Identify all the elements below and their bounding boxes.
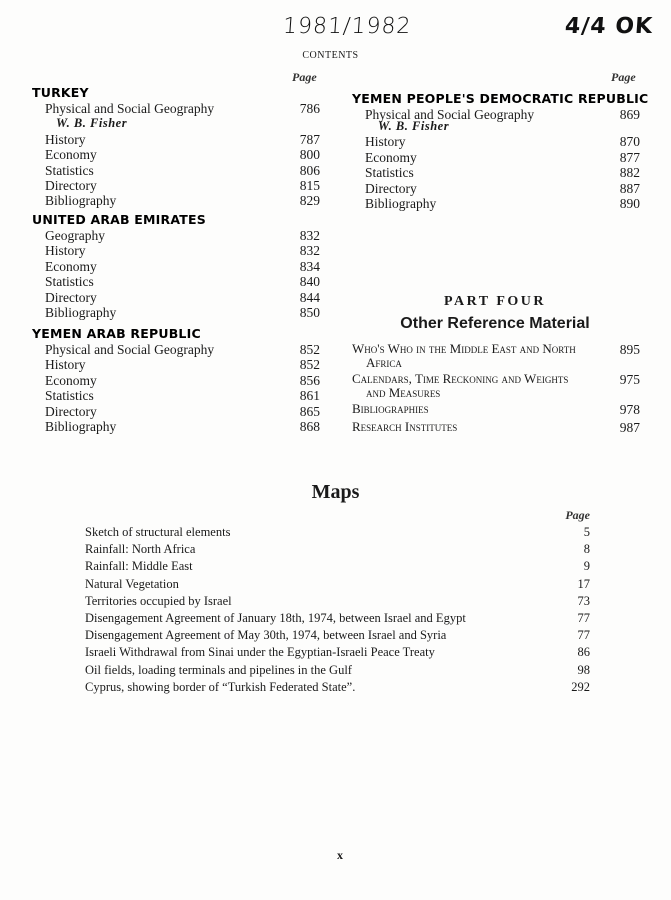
entry-label: Physical and Social Geography — [365, 107, 535, 122]
map-entry-label: Disengagement Agreement of May 30th, 1974, between Israel and Syria — [85, 628, 447, 643]
entry-label: Statistics — [365, 165, 414, 181]
maps-page-label: Page — [565, 508, 590, 522]
map-entry-page: 292 — [571, 679, 590, 694]
right-page-label: Page — [611, 70, 636, 84]
entry-label: History — [45, 131, 86, 147]
entry-label: History — [365, 134, 406, 150]
handwritten-note: 4/4 OK — [564, 14, 654, 39]
part-entry-label: Research Institutes — [352, 419, 458, 434]
maps-title: Maps — [311, 481, 360, 503]
entry-page: 882 — [619, 165, 640, 181]
map-entry-label: Territories occupied by Israel — [85, 593, 232, 608]
entry-label: Bibliography — [45, 193, 117, 209]
entry-label: Directory — [45, 403, 97, 419]
entry-label: Bibliography — [45, 305, 117, 320]
entry-label: Physical and Social Geography — [45, 342, 215, 357]
entry-label: Statistics — [45, 388, 94, 404]
part-entry-page: 975 — [619, 372, 640, 387]
entry-label: Economy — [45, 372, 97, 388]
entry-page: 861 — [299, 388, 320, 404]
entry-label: Economy — [45, 258, 97, 274]
entry-page: 852 — [299, 357, 320, 373]
entry-label: History — [45, 357, 86, 373]
handwritten-years: 1981/1982 — [282, 14, 413, 39]
map-entry-page: 98 — [577, 662, 590, 677]
map-entry-label: Israeli Withdrawal from Sinai under the Egyptian-Israeli Peace Treaty — [85, 645, 435, 660]
section-title: YEMEN PEOPLE'S DEMOCRATIC REPUBLIC — [352, 91, 649, 106]
part-entry-page: 987 — [619, 420, 640, 435]
part-entry-label: Calendars, Time Reckoning and Weights — [352, 371, 569, 386]
entry-page: 806 — [299, 162, 320, 178]
entry-page: 890 — [619, 196, 640, 211]
contents-heading: CONTENTS — [302, 50, 359, 61]
entry-label: History — [45, 243, 86, 259]
entry-label: Economy — [365, 149, 417, 165]
entry-page: 850 — [299, 305, 320, 320]
entry-page: 840 — [299, 274, 320, 290]
entry-label: Statistics — [45, 162, 94, 178]
map-entry-label: Natural Vegetation — [85, 576, 179, 591]
entry-page: 870 — [619, 134, 640, 150]
entry-page: 832 — [299, 228, 320, 243]
entry-page: 815 — [299, 178, 320, 193]
entry-label: Economy — [45, 147, 97, 163]
entry-author: W. B. Fisher — [378, 119, 450, 134]
entry-page: 865 — [299, 403, 320, 419]
map-entry-page: 73 — [577, 593, 590, 608]
entry-page: 834 — [299, 258, 320, 274]
entry-label: Physical and Social Geography — [45, 101, 215, 116]
entry-label: Directory — [45, 289, 97, 305]
map-entry-label: Oil fields, loading terminals and pipelines in the Gulf — [85, 662, 352, 677]
entry-page: 868 — [299, 419, 320, 434]
map-entry-page: 9 — [583, 559, 590, 574]
section-title: TURKEY — [32, 85, 89, 100]
entry-page: 852 — [299, 342, 320, 357]
map-entry-label: Disengagement Agreement of January 18th, 1974, between Israel and Egypt — [85, 611, 466, 625]
entry-page: 856 — [299, 372, 320, 388]
part-entry-label: Who's Who in the Middle East and North — [352, 341, 576, 356]
map-entry-label: Rainfall: North Africa — [85, 542, 196, 557]
entry-page: 869 — [619, 107, 640, 122]
entry-page: 877 — [619, 149, 640, 165]
map-entry-page: 86 — [577, 645, 590, 660]
entry-page: 800 — [299, 147, 320, 163]
map-entry-label: Sketch of structural elements — [85, 525, 231, 539]
map-entry-page: 8 — [583, 542, 590, 557]
entry-page: 844 — [299, 289, 320, 305]
map-entry-label: Rainfall: Middle East — [85, 559, 193, 574]
entry-label: Bibliography — [45, 419, 117, 434]
part-entry-page: 978 — [619, 402, 640, 417]
entry-label: Bibliography — [365, 196, 437, 211]
entry-page: 829 — [299, 193, 320, 209]
map-entry-page: 5 — [583, 525, 590, 539]
entry-page: 787 — [299, 131, 320, 147]
part-entry-label: Bibliographies — [352, 401, 429, 416]
section-title: YEMEN ARAB REPUBLIC — [32, 326, 201, 341]
page-number: x — [337, 848, 343, 862]
entry-page: 887 — [619, 180, 640, 196]
entry-page: 786 — [299, 101, 320, 116]
map-entry-page: 77 — [577, 611, 590, 625]
part-entry-label-cont: and Measures — [366, 385, 441, 400]
entry-label: Geography — [45, 228, 105, 243]
map-entry-page: 17 — [577, 576, 590, 591]
entry-label: Statistics — [45, 274, 94, 290]
entry-label: Directory — [365, 180, 417, 196]
entry-author: W. B. Fisher — [56, 115, 128, 130]
part-entry-label-cont: Africa — [366, 355, 402, 370]
part-entry-page: 895 — [619, 342, 640, 357]
part-title: Other Reference Material — [400, 315, 590, 332]
left-page-label: Page — [292, 70, 317, 84]
section-title: UNITED ARAB EMIRATES — [32, 212, 206, 227]
entry-label: Directory — [45, 178, 97, 193]
entry-page: 832 — [299, 243, 320, 259]
map-entry-page: 77 — [577, 628, 590, 643]
map-entry-label: Cyprus, showing border of “Turkish Federated State”. — [85, 679, 356, 694]
part-number: PART FOUR — [444, 294, 546, 309]
